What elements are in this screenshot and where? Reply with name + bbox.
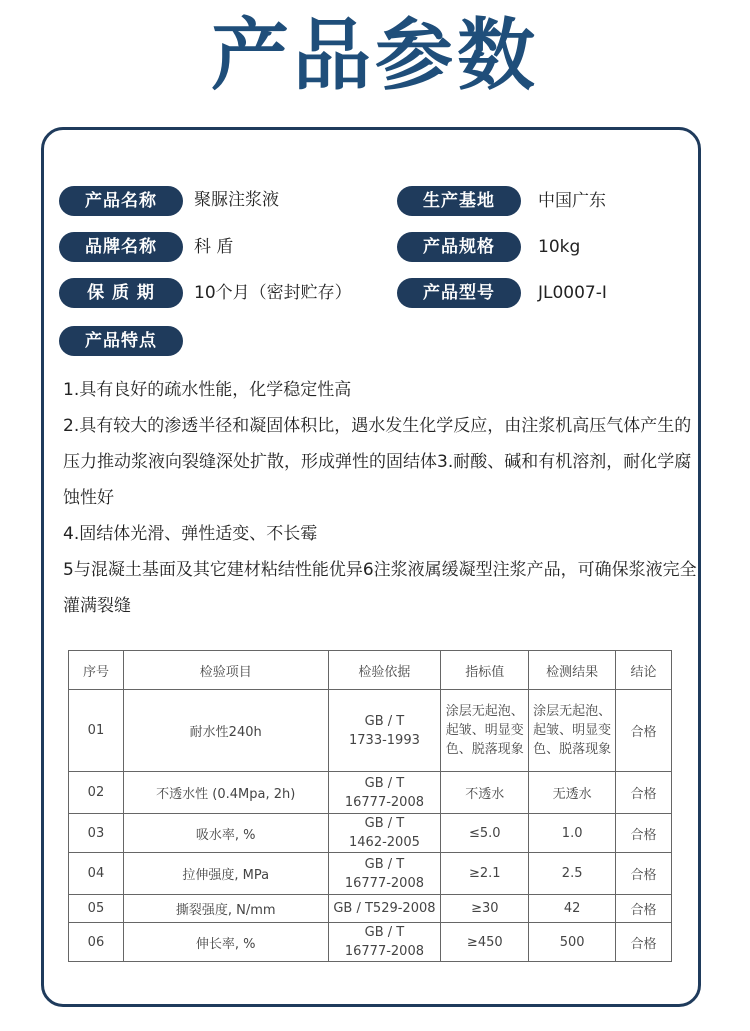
cell-item: 不透水性 (0.4Mpa, 2h) [123,772,328,814]
cell-conclusion: 合格 [616,814,672,853]
name-label: 产品名称 [59,186,183,216]
header-result: 检测结果 [529,651,616,690]
cell-result: 2.5 [529,853,616,895]
cell-basis: GB / T 16777-2008 [328,923,441,962]
cell-item: 伸长率, % [123,923,328,962]
cell-basis: GB / T 16777-2008 [328,853,441,895]
cell-conclusion: 合格 [616,895,672,923]
cell-item: 撕裂强度, N/mm [123,895,328,923]
feature-item: 4.固结体光滑、弹性适变、不长霉 [63,524,318,544]
table-row [69,772,672,814]
header-conclusion: 结论 [616,651,672,690]
feature-item: 2.具有较大的渗透半径和凝固体积比，遇水发生化学反应，由注浆机高压气体产生的压力推动浆液向裂缝深处扩散，形成弹性的固结体3.耐酸、碱和有机溶剂，耐化学腐蚀性好 [63,416,692,508]
cell-conclusion: 合格 [616,923,672,962]
cell-item: 吸水率, % [123,814,328,853]
header-no: 序号 [69,651,124,690]
table-row [69,853,672,895]
model-label: 产品型号 [397,278,521,308]
shelf-life-label: 保 质 期 [59,278,183,308]
cell-index: 不透水 [441,772,529,814]
test-results-table [68,650,672,962]
cell-result: 无透水 [529,772,616,814]
cell-conclusion: 合格 [616,772,672,814]
cell-conclusion: 合格 [616,853,672,895]
cell-no: 01 [69,690,124,772]
cell-no: 04 [69,853,124,895]
header-index: 指标值 [441,651,529,690]
cell-result: 500 [529,923,616,962]
cell-result: 42 [529,895,616,923]
cell-result: 涂层无起泡、 起皱、明显变 色、脱落现象 [529,690,616,772]
feature-item: 5与混凝土基面及其它建材粘结性能优异6注浆液属缓凝型注浆产品，可确保浆液完全灌满裂缝 [63,560,697,616]
table-row [69,923,672,962]
cell-no: 02 [69,772,124,814]
cell-item: 拉伸强度, MPa [123,853,328,895]
header-item: 检验项目 [123,651,328,690]
cell-index: 涂层无起泡、 起皱、明显变 色、脱落现象 [441,690,529,772]
shelf-life-value: 10个月（密封贮存） [194,283,352,303]
model-value: JL0007-I [538,283,607,303]
cell-basis: GB / T 16777-2008 [328,772,441,814]
cell-result: 1.0 [529,814,616,853]
features-label: 产品特点 [59,326,183,356]
page-title: 产品参数 [210,11,539,101]
cell-no: 05 [69,895,124,923]
table-row [69,895,672,923]
cell-index: ≥30 [441,895,529,923]
cell-basis: GB / T 1462-2005 [328,814,441,853]
cell-index: ≥2.1 [441,853,529,895]
feature-item: 1.具有良好的疏水性能，化学稳定性高 [63,380,352,400]
cell-basis: GB / T 1733-1993 [328,690,441,772]
cell-no: 06 [69,923,124,962]
brand-value: 科 盾 [194,237,234,257]
spec-value: 10kg [538,237,581,257]
brand-label: 品牌名称 [59,232,183,262]
table-row [69,814,672,853]
header-basis: 检验依据 [328,651,441,690]
table-header-row [69,651,672,690]
cell-no: 03 [69,814,124,853]
cell-item: 耐水性240h [123,690,328,772]
base-label: 生产基地 [397,186,521,216]
cell-index: ≥450 [441,923,529,962]
features-list [63,372,703,624]
table-row [69,690,672,772]
name-value: 聚脲注浆液 [194,190,279,210]
base-value: 中国广东 [538,191,606,211]
cell-basis: GB / T529-2008 [328,895,441,923]
cell-conclusion: 合格 [616,690,672,772]
spec-label: 产品规格 [397,232,521,262]
cell-index: ≤5.0 [441,814,529,853]
